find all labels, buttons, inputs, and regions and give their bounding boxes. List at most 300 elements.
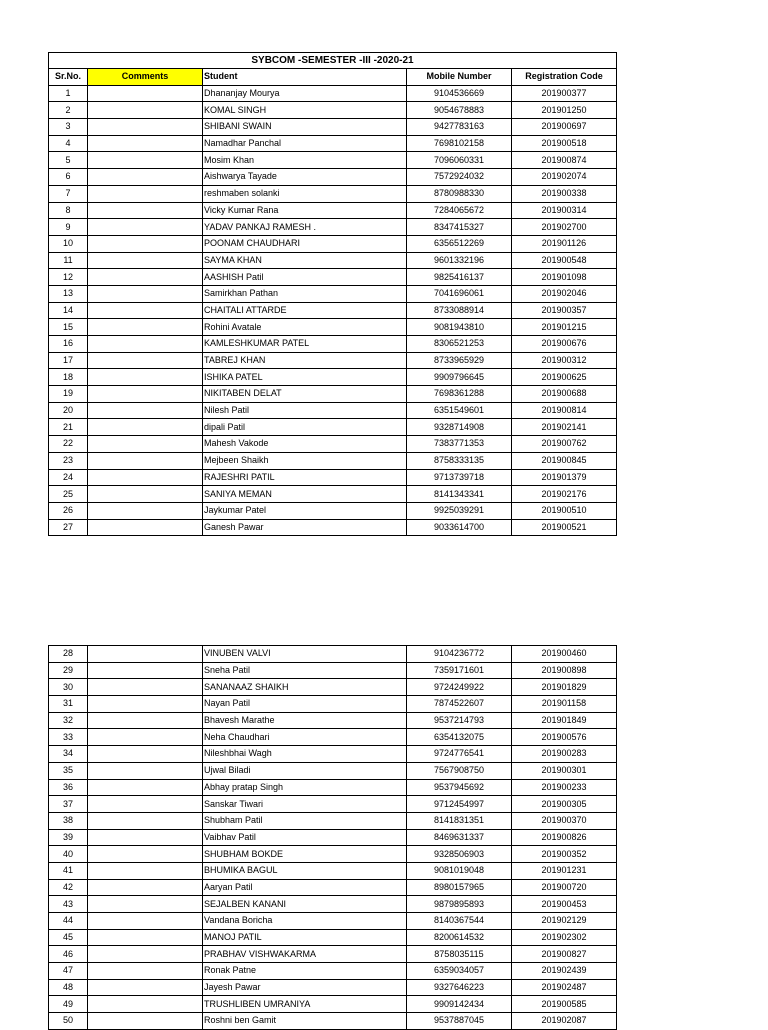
comments-cell	[88, 1013, 203, 1030]
table-row	[49, 979, 617, 996]
mobile-number-cell: 9909796645	[407, 369, 512, 386]
mobile-number-cell: 9724776541	[407, 746, 512, 763]
sr-no-cell: 5	[49, 152, 88, 169]
registration-code-cell: 201900814	[512, 402, 617, 419]
sr-no-cell: 40	[49, 846, 88, 863]
comments-cell	[88, 319, 203, 336]
mobile-number-cell: 9104536669	[407, 85, 512, 102]
registration-code-cell: 201900720	[512, 879, 617, 896]
student-name-cell: Nilesh Patil	[203, 402, 407, 419]
student-name-cell: PRABHAV VISHWAKARMA	[203, 946, 407, 963]
registration-code-cell: 201900352	[512, 846, 617, 863]
student-name-cell: POONAM CHAUDHARI	[203, 235, 407, 252]
registration-code-cell: 201900548	[512, 252, 617, 269]
table-row	[49, 679, 617, 696]
student-table-page-1	[48, 52, 617, 536]
sr-no-cell: 4	[49, 135, 88, 152]
table-row	[49, 202, 617, 219]
comments-cell	[88, 135, 203, 152]
sr-no-cell: 2	[49, 102, 88, 119]
comments-cell	[88, 679, 203, 696]
comments-cell	[88, 963, 203, 980]
comments-cell	[88, 502, 203, 519]
registration-code-cell: 201900357	[512, 302, 617, 319]
comments-cell	[88, 979, 203, 996]
comments-cell	[88, 712, 203, 729]
comments-cell	[88, 152, 203, 169]
registration-code-cell: 201900576	[512, 729, 617, 746]
sr-no-cell: 47	[49, 963, 88, 980]
student-name-cell: Rohini Avatale	[203, 319, 407, 336]
sr-no-cell: 44	[49, 913, 88, 930]
table-row	[49, 779, 617, 796]
sr-no-cell: 18	[49, 369, 88, 386]
comments-cell	[88, 846, 203, 863]
registration-code-cell: 201900874	[512, 152, 617, 169]
registration-code-cell: 201902176	[512, 486, 617, 503]
sr-no-cell: 16	[49, 336, 88, 353]
comments-cell	[88, 996, 203, 1013]
registration-code-cell: 201900370	[512, 812, 617, 829]
comments-cell	[88, 862, 203, 879]
header-student: Student	[203, 69, 407, 86]
registration-code-cell: 201900338	[512, 185, 617, 202]
mobile-number-cell: 8733965929	[407, 352, 512, 369]
sr-no-cell: 50	[49, 1013, 88, 1030]
mobile-number-cell: 7567908750	[407, 762, 512, 779]
comments-cell	[88, 119, 203, 136]
sr-no-cell: 33	[49, 729, 88, 746]
table-header-row	[49, 69, 617, 86]
sr-no-cell: 22	[49, 436, 88, 453]
student-name-cell: Aaryan Patil	[203, 879, 407, 896]
header-sr-no: Sr.No.	[49, 69, 88, 86]
registration-code-cell: 201901231	[512, 862, 617, 879]
sr-no-cell: 7	[49, 185, 88, 202]
sr-no-cell: 23	[49, 452, 88, 469]
comments-cell	[88, 269, 203, 286]
sr-no-cell: 3	[49, 119, 88, 136]
comments-cell	[88, 185, 203, 202]
registration-code-cell: 201901379	[512, 469, 617, 486]
registration-code-cell: 201902087	[512, 1013, 617, 1030]
comments-cell	[88, 829, 203, 846]
registration-code-cell: 201900521	[512, 519, 617, 536]
sr-no-cell: 26	[49, 502, 88, 519]
table-row	[49, 235, 617, 252]
registration-code-cell: 201901250	[512, 102, 617, 119]
mobile-number-cell: 7698102158	[407, 135, 512, 152]
mobile-number-cell: 6351549601	[407, 402, 512, 419]
student-name-cell: BHUMIKA BAGUL	[203, 862, 407, 879]
comments-cell	[88, 452, 203, 469]
table-row	[49, 862, 617, 879]
student-name-cell: CHAITALI ATTARDE	[203, 302, 407, 319]
student-name-cell: MANOJ PATIL	[203, 929, 407, 946]
registration-code-cell: 201900676	[512, 336, 617, 353]
table-row	[49, 712, 617, 729]
table-row	[49, 486, 617, 503]
registration-code-cell: 201900460	[512, 646, 617, 663]
table-row	[49, 929, 617, 946]
table-row	[49, 519, 617, 536]
mobile-number-cell: 9328714908	[407, 419, 512, 436]
student-name-cell: YADAV PANKAJ RAMESH .	[203, 219, 407, 236]
sr-no-cell: 12	[49, 269, 88, 286]
table-row	[49, 729, 617, 746]
comments-cell	[88, 336, 203, 353]
table-row	[49, 946, 617, 963]
student-name-cell: SEJALBEN KANANI	[203, 896, 407, 913]
mobile-number-cell: 8980157965	[407, 879, 512, 896]
student-name-cell: Neha Chaudhari	[203, 729, 407, 746]
comments-cell	[88, 779, 203, 796]
comments-cell	[88, 285, 203, 302]
comments-cell	[88, 896, 203, 913]
comments-cell	[88, 369, 203, 386]
sr-no-cell: 30	[49, 679, 88, 696]
table-row	[49, 646, 617, 663]
table-row	[49, 913, 617, 930]
sr-no-cell: 1	[49, 85, 88, 102]
student-name-cell: ISHIKA PATEL	[203, 369, 407, 386]
sr-no-cell: 21	[49, 419, 88, 436]
table-row	[49, 386, 617, 403]
mobile-number-cell: 7698361288	[407, 386, 512, 403]
mobile-number-cell: 9879895893	[407, 896, 512, 913]
mobile-number-cell: 8758035115	[407, 946, 512, 963]
student-name-cell: TRUSHLIBEN UMRANIYA	[203, 996, 407, 1013]
registration-code-cell: 201902302	[512, 929, 617, 946]
student-name-cell: Sneha Patil	[203, 662, 407, 679]
table-row	[49, 336, 617, 353]
mobile-number-cell: 9601332196	[407, 252, 512, 269]
student-name-cell: Jayesh Pawar	[203, 979, 407, 996]
header-registration-code: Registration Code	[512, 69, 617, 86]
registration-code-cell: 201901098	[512, 269, 617, 286]
comments-cell	[88, 219, 203, 236]
table-row	[49, 896, 617, 913]
student-name-cell: Shubham Patil	[203, 812, 407, 829]
registration-code-cell: 201900697	[512, 119, 617, 136]
mobile-number-cell: 8306521253	[407, 336, 512, 353]
sr-no-cell: 20	[49, 402, 88, 419]
table-row	[49, 119, 617, 136]
table-row	[49, 662, 617, 679]
student-name-cell: Nayan Patil	[203, 696, 407, 713]
registration-code-cell: 201900453	[512, 896, 617, 913]
table-row	[49, 252, 617, 269]
student-name-cell: Nileshbhai Wagh	[203, 746, 407, 763]
student-name-cell: dipali Patil	[203, 419, 407, 436]
sr-no-cell: 6	[49, 169, 88, 186]
mobile-number-cell: 8141831351	[407, 812, 512, 829]
sr-no-cell: 48	[49, 979, 88, 996]
mobile-number-cell: 9054678883	[407, 102, 512, 119]
table-row	[49, 812, 617, 829]
mobile-number-cell: 9427783163	[407, 119, 512, 136]
header-mobile-number: Mobile Number	[407, 69, 512, 86]
mobile-number-cell: 7284065672	[407, 202, 512, 219]
registration-code-cell: 201900510	[512, 502, 617, 519]
mobile-number-cell: 9033614700	[407, 519, 512, 536]
mobile-number-cell: 9537214793	[407, 712, 512, 729]
registration-code-cell: 201900688	[512, 386, 617, 403]
mobile-number-cell: 9537887045	[407, 1013, 512, 1030]
student-name-cell: Abhay pratap Singh	[203, 779, 407, 796]
table-title: SYBCOM -SEMESTER -III -2020-21	[49, 53, 617, 69]
table-row	[49, 963, 617, 980]
mobile-number-cell: 9081019048	[407, 862, 512, 879]
registration-code-cell: 201900585	[512, 996, 617, 1013]
sr-no-cell: 46	[49, 946, 88, 963]
mobile-number-cell: 9327646223	[407, 979, 512, 996]
student-name-cell: Vaibhav Patil	[203, 829, 407, 846]
comments-cell	[88, 646, 203, 663]
mobile-number-cell: 7096060331	[407, 152, 512, 169]
table-row	[49, 185, 617, 202]
student-name-cell: NIKITABEN DELAT	[203, 386, 407, 403]
table-row	[49, 846, 617, 863]
registration-code-cell: 201902074	[512, 169, 617, 186]
student-name-cell: Mosim Khan	[203, 152, 407, 169]
registration-code-cell: 201901158	[512, 696, 617, 713]
comments-cell	[88, 519, 203, 536]
table-row	[49, 135, 617, 152]
student-name-cell: Mahesh Vakode	[203, 436, 407, 453]
sr-no-cell: 36	[49, 779, 88, 796]
mobile-number-cell: 8469631337	[407, 829, 512, 846]
registration-code-cell: 201900377	[512, 85, 617, 102]
student-name-cell: Roshni ben Gamit	[203, 1013, 407, 1030]
sr-no-cell: 34	[49, 746, 88, 763]
student-name-cell: KAMLESHKUMAR PATEL	[203, 336, 407, 353]
comments-cell	[88, 879, 203, 896]
comments-cell	[88, 352, 203, 369]
mobile-number-cell: 8733088914	[407, 302, 512, 319]
table-row	[49, 829, 617, 846]
registration-code-cell: 201900898	[512, 662, 617, 679]
student-table-page-2	[48, 645, 617, 1030]
registration-code-cell: 201902439	[512, 963, 617, 980]
comments-cell	[88, 402, 203, 419]
student-name-cell: Sanskar Tiwari	[203, 796, 407, 813]
student-name-cell: Jaykumar Patel	[203, 502, 407, 519]
table-row	[49, 469, 617, 486]
table-row	[49, 269, 617, 286]
mobile-number-cell: 8141343341	[407, 486, 512, 503]
sr-no-cell: 15	[49, 319, 88, 336]
mobile-number-cell: 9825416137	[407, 269, 512, 286]
student-name-cell: VINUBEN VALVI	[203, 646, 407, 663]
comments-cell	[88, 946, 203, 963]
comments-cell	[88, 102, 203, 119]
table-row	[49, 402, 617, 419]
sr-no-cell: 38	[49, 812, 88, 829]
student-name-cell: Samirkhan Pathan	[203, 285, 407, 302]
mobile-number-cell: 9328506903	[407, 846, 512, 863]
sr-no-cell: 24	[49, 469, 88, 486]
sr-no-cell: 31	[49, 696, 88, 713]
registration-code-cell: 201900301	[512, 762, 617, 779]
mobile-number-cell: 7383771353	[407, 436, 512, 453]
table-row	[49, 879, 617, 896]
sr-no-cell: 37	[49, 796, 88, 813]
comments-cell	[88, 929, 203, 946]
comments-cell	[88, 252, 203, 269]
registration-code-cell: 201900233	[512, 779, 617, 796]
mobile-number-cell: 9713739718	[407, 469, 512, 486]
registration-code-cell: 201901849	[512, 712, 617, 729]
student-name-cell: Vicky Kumar Rana	[203, 202, 407, 219]
registration-code-cell: 201900845	[512, 452, 617, 469]
comments-cell	[88, 746, 203, 763]
sr-no-cell: 32	[49, 712, 88, 729]
comments-cell	[88, 796, 203, 813]
student-name-cell: AASHISH Patil	[203, 269, 407, 286]
sr-no-cell: 29	[49, 662, 88, 679]
table-row	[49, 419, 617, 436]
student-name-cell: SHIBANI SWAIN	[203, 119, 407, 136]
table-row	[49, 746, 617, 763]
table-row	[49, 996, 617, 1013]
registration-code-cell: 201900312	[512, 352, 617, 369]
registration-code-cell: 201902487	[512, 979, 617, 996]
student-name-cell: Bhavesh Marathe	[203, 712, 407, 729]
student-name-cell: SAYMA KHAN	[203, 252, 407, 269]
table-row	[49, 1013, 617, 1030]
student-name-cell: RAJESHRI PATIL	[203, 469, 407, 486]
table-row	[49, 502, 617, 519]
mobile-number-cell: 8140367544	[407, 913, 512, 930]
student-name-cell: Ganesh Pawar	[203, 519, 407, 536]
sr-no-cell: 17	[49, 352, 88, 369]
registration-code-cell: 201900305	[512, 796, 617, 813]
table-row	[49, 169, 617, 186]
registration-code-cell: 201901126	[512, 235, 617, 252]
student-name-cell: SANANAAZ SHAIKH	[203, 679, 407, 696]
table-row	[49, 85, 617, 102]
registration-code-cell: 201900826	[512, 829, 617, 846]
registration-code-cell: 201900762	[512, 436, 617, 453]
sr-no-cell: 25	[49, 486, 88, 503]
sr-no-cell: 19	[49, 386, 88, 403]
mobile-number-cell: 7359171601	[407, 662, 512, 679]
comments-cell	[88, 85, 203, 102]
student-name-cell: TABREJ KHAN	[203, 352, 407, 369]
header-comments: Comments	[88, 69, 203, 86]
mobile-number-cell: 8780988330	[407, 185, 512, 202]
sr-no-cell: 28	[49, 646, 88, 663]
sr-no-cell: 35	[49, 762, 88, 779]
mobile-number-cell: 7041696061	[407, 285, 512, 302]
student-name-cell: Dhananjay Mourya	[203, 85, 407, 102]
mobile-number-cell: 9724249922	[407, 679, 512, 696]
comments-cell	[88, 486, 203, 503]
comments-cell	[88, 662, 203, 679]
mobile-number-cell: 9925039291	[407, 502, 512, 519]
table-row	[49, 436, 617, 453]
registration-code-cell: 201900625	[512, 369, 617, 386]
sr-no-cell: 45	[49, 929, 88, 946]
table-row	[49, 319, 617, 336]
mobile-number-cell: 6354132075	[407, 729, 512, 746]
table-row	[49, 352, 617, 369]
sr-no-cell: 8	[49, 202, 88, 219]
comments-cell	[88, 302, 203, 319]
sr-no-cell: 14	[49, 302, 88, 319]
student-name-cell: Vandana Boricha	[203, 913, 407, 930]
sr-no-cell: 43	[49, 896, 88, 913]
comments-cell	[88, 696, 203, 713]
mobile-number-cell: 9537945692	[407, 779, 512, 796]
student-name-cell: Aishwarya Tayade	[203, 169, 407, 186]
registration-code-cell: 201900314	[512, 202, 617, 219]
comments-cell	[88, 729, 203, 746]
registration-code-cell: 201901215	[512, 319, 617, 336]
student-name-cell: KOMAL SINGH	[203, 102, 407, 119]
mobile-number-cell: 6359034057	[407, 963, 512, 980]
table-row	[49, 796, 617, 813]
comments-cell	[88, 913, 203, 930]
table-row	[49, 302, 617, 319]
table-row	[49, 219, 617, 236]
registration-code-cell: 201900283	[512, 746, 617, 763]
student-name-cell: Mejbeen Shaikh	[203, 452, 407, 469]
student-name-cell: SANIYA MEMAN	[203, 486, 407, 503]
sr-no-cell: 42	[49, 879, 88, 896]
sr-no-cell: 10	[49, 235, 88, 252]
mobile-number-cell: 7572924032	[407, 169, 512, 186]
table-title-row	[49, 53, 617, 69]
mobile-number-cell: 9909142434	[407, 996, 512, 1013]
mobile-number-cell: 9081943810	[407, 319, 512, 336]
comments-cell	[88, 235, 203, 252]
table-row	[49, 762, 617, 779]
comments-cell	[88, 386, 203, 403]
registration-code-cell: 201902700	[512, 219, 617, 236]
mobile-number-cell: 6356512269	[407, 235, 512, 252]
comments-cell	[88, 469, 203, 486]
sr-no-cell: 9	[49, 219, 88, 236]
table-row	[49, 452, 617, 469]
sr-no-cell: 11	[49, 252, 88, 269]
registration-code-cell: 201900827	[512, 946, 617, 963]
registration-code-cell: 201902046	[512, 285, 617, 302]
sr-no-cell: 27	[49, 519, 88, 536]
mobile-number-cell: 8347415327	[407, 219, 512, 236]
mobile-number-cell: 8200614532	[407, 929, 512, 946]
registration-code-cell: 201902129	[512, 913, 617, 930]
comments-cell	[88, 202, 203, 219]
table-row	[49, 102, 617, 119]
student-name-cell: reshmaben solanki	[203, 185, 407, 202]
registration-code-cell: 201902141	[512, 419, 617, 436]
comments-cell	[88, 812, 203, 829]
mobile-number-cell: 7874522607	[407, 696, 512, 713]
comments-cell	[88, 419, 203, 436]
student-name-cell: Namadhar Panchal	[203, 135, 407, 152]
sr-no-cell: 49	[49, 996, 88, 1013]
registration-code-cell: 201900518	[512, 135, 617, 152]
student-name-cell: SHUBHAM BOKDE	[203, 846, 407, 863]
table-row	[49, 285, 617, 302]
student-name-cell: Ronak Patne	[203, 963, 407, 980]
student-name-cell: Ujwal Biladi	[203, 762, 407, 779]
comments-cell	[88, 169, 203, 186]
comments-cell	[88, 762, 203, 779]
sr-no-cell: 41	[49, 862, 88, 879]
